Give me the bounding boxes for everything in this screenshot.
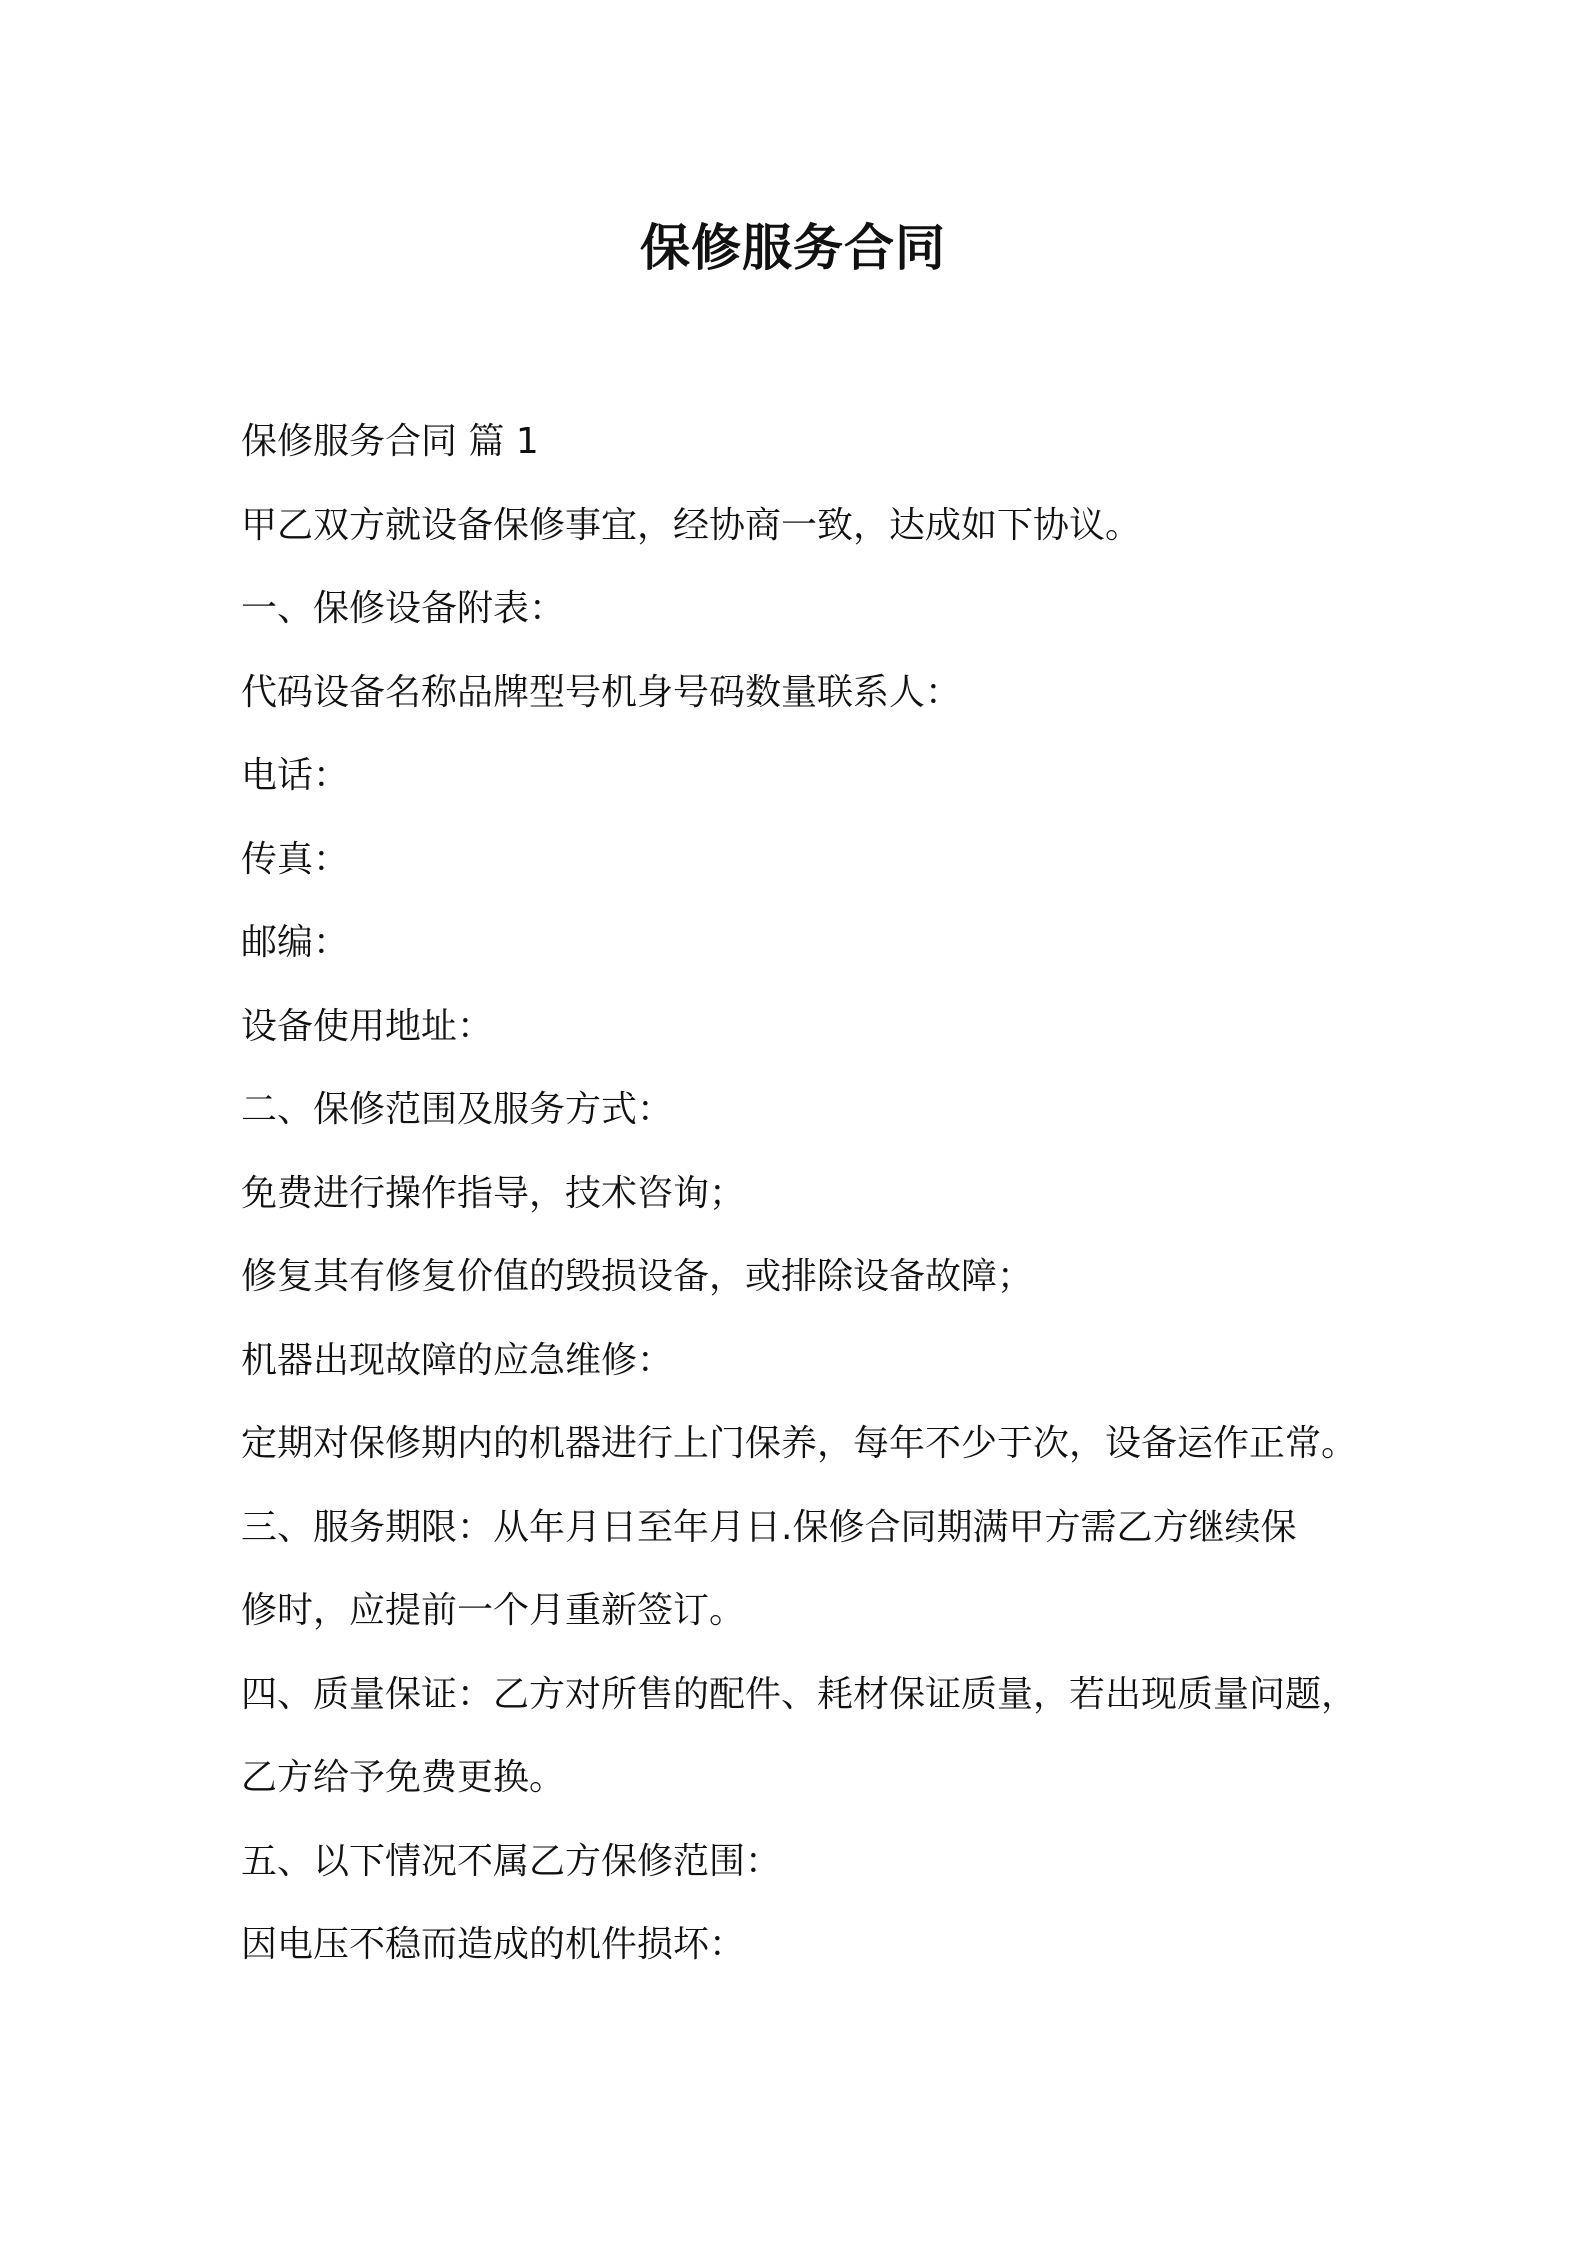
document-title: 保修服务合同 — [640, 219, 946, 277]
paragraph: 修时，应提前一个月重新签订。 — [241, 1590, 746, 1631]
paragraph: 定期对保修期内的机器进行上门保养，每年不少于次，设备运作正常。 — [241, 1423, 1358, 1464]
field-label: 电话： — [241, 755, 350, 796]
paragraph: 修复其有修复价值的毁损设备，或排除设备故障； — [241, 1256, 1034, 1297]
paragraph: 免费进行操作指导，技术咨询； — [241, 1172, 746, 1214]
clause-heading: 三、服务期限：从年月日至年月日.保修合同期满甲方需乙方继续保 — [241, 1506, 1297, 1548]
clause-heading: 五、以下情况不属乙方保修范围： — [241, 1840, 782, 1882]
paragraph: 因电压不稳而造成的机件损坏： — [241, 1924, 746, 1965]
section-heading: 保修服务合同 篇 1 — [241, 421, 539, 462]
paragraph: 乙方给予免费更换。 — [241, 1757, 566, 1798]
field-label: 设备使用地址： — [241, 1005, 494, 1047]
clause-heading: 二、保修范围及服务方式： — [241, 1089, 674, 1130]
paragraph: 机器出现故障的应急维修： — [241, 1339, 674, 1381]
field-label: 传真： — [241, 838, 350, 880]
field-label: 邮编： — [241, 922, 350, 963]
paragraph: 代码设备名称品牌型号机身号码数量联系人： — [241, 671, 962, 713]
clause-heading: 四、质量保证：乙方对所售的配件、耗材保证质量，若出现质量问题， — [241, 1673, 1358, 1715]
clause-heading: 一、保修设备附表： — [241, 588, 566, 629]
document-body — [241, 400, 1361, 1987]
paragraph: 甲乙双方就设备保修事宜，经协商一致，达成如下协议。 — [241, 504, 1142, 546]
